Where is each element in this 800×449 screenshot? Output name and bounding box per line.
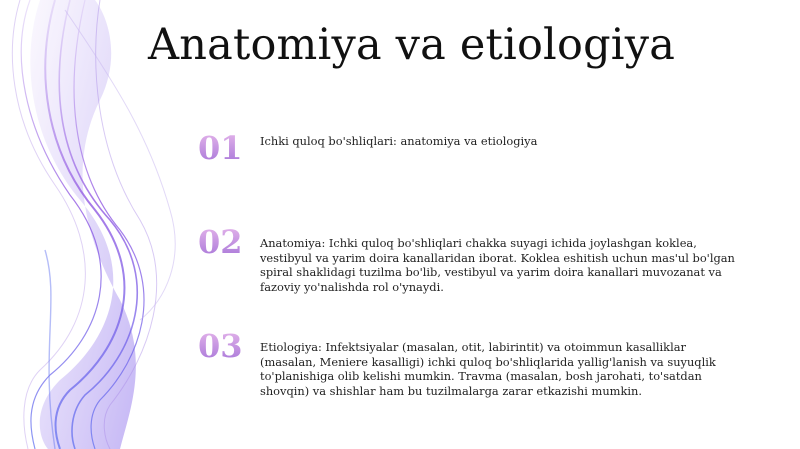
item-number: 01: [198, 129, 243, 167]
item-number: 02: [198, 223, 243, 261]
item-text: Anatomiya: Ichki quloq bo'shliqlari chakka suyagi ichida joylashgan koklea, vestibyul va yarim doira kanallaridan iborat. Koklea eshitish uchun mas'ul bo'lgan spiral shaklidagi tuzilma bo'lib, vestibyul va yarim doira kanallari muvozanat va fazoviy yo'nalishda rol o'ynaydi.: [260, 236, 735, 294]
item-text: Etiologiya: Infektsiyalar (masalan, otit, labirintit) va otoimmun kasalliklar (masalan, Meniere kasalligi) ichki quloq bo'shliqlarida yallig'lanish va suyuqlik to'planishiga olib kelishi mumkin. Travma (masalan, bosh jarohati, to'satdan shovqin) va shishlar ham bu tuzilmalarga zarar etkazishi mumkin.: [260, 340, 716, 398]
page-title: Anatomiya va etiologiya: [148, 20, 676, 70]
item-text: Ichki quloq bo'shliqlari: anatomiya va etiologiya: [260, 134, 538, 148]
item-number: 03: [198, 327, 243, 365]
